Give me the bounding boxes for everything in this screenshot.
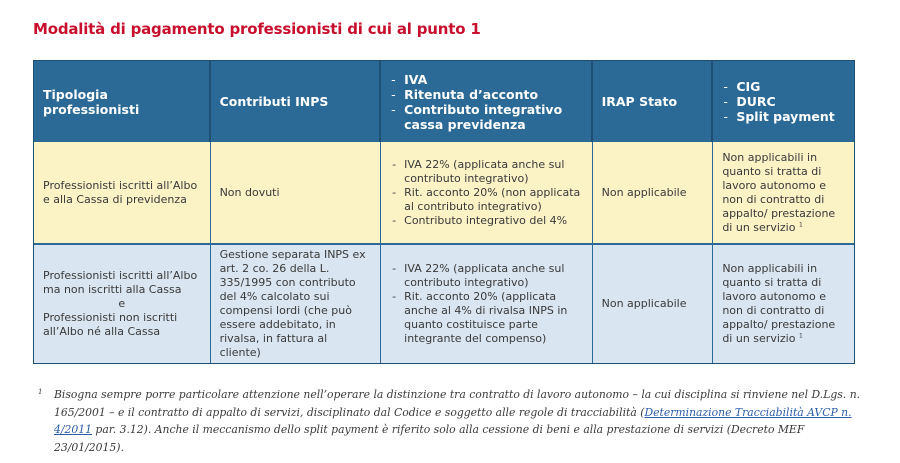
tipologia-a: Professionisti iscritti all’Albo ma non iscritti alla Cassa (43, 269, 198, 296)
cell-irap: Non applicabile (593, 142, 714, 243)
tipologia-conjunction: e (118, 297, 126, 310)
cell-iva (381, 245, 592, 363)
table-row (34, 245, 854, 363)
header-iva-list (390, 72, 581, 132)
header-irap: IRAP Stato (593, 61, 714, 142)
table-header-row (34, 61, 854, 142)
cell-inps: Non dovuti (211, 142, 382, 243)
tipologia-block (43, 269, 201, 339)
iva-list-item: - Contributo integrativo del 4% (390, 214, 582, 228)
cell-iva (381, 142, 592, 243)
header-iva-item: - Ritenuta d’acconto (390, 87, 581, 102)
header-iva-item: - Contributo integrativo cassa previdenza (390, 102, 581, 132)
cell-irap: Non applicabile (593, 245, 714, 363)
header-cig-durc (713, 61, 854, 142)
header-cig-list (722, 79, 834, 124)
footnote-text (33, 386, 863, 456)
footnote (33, 386, 863, 456)
iva-list (390, 158, 582, 228)
table-row (34, 142, 854, 245)
iva-list (390, 262, 582, 346)
tipologia-b: Professionisti non iscritti all’Albo né alla Cassa (43, 311, 178, 338)
cig-text-wrap (722, 262, 845, 346)
header-cig-item: - Split payment (722, 109, 834, 124)
cell-tipologia: Professionisti iscritti all’Albo e alla Cassa di previdenza (34, 142, 211, 243)
page-title: Modalità di pagamento professionisti di cui al punto 1 (33, 20, 481, 38)
cig-text: Non applicabili in quanto si tratta di lavoro autonomo e non di contratto di appalto/ prestazione di un servizio (722, 262, 836, 345)
header-cig-item: - CIG (722, 79, 834, 94)
cell-inps: Gestione separata INPS ex art. 2 co. 26 della L. 335/1995 con contributo del 4% calcolato sui compensi lordi (che può essere addebitato, in rivalsa, in fattura al cliente) (211, 245, 382, 363)
iva-list-item: - Rit. acconto 20% (applicata anche al 4% di rivalsa INPS in quanto costituisce parte integrante del compenso) (390, 290, 582, 346)
footnote-ref: 1 (798, 220, 803, 228)
footnote-text-before: Bisogna sempre porre particolare attenzione nell’operare la distinzione tra contratto di lavoro autonomo – la cui disciplina si rinviene nel D.Lgs. n. 165/2001 – e il contratto di appalto di servizi, disciplinato dal Codice e soggetto alle regole di tracciabilità ( (54, 388, 861, 419)
iva-list-item: - Rit. acconto 20% (non applicata al contributo integrativo) (390, 186, 582, 214)
cig-text-wrap (722, 151, 845, 235)
header-iva-ritenuta (381, 61, 592, 142)
footnote-text-after: par. 3.12). Anche il meccanismo dello split payment è riferito solo alla cessione di beni e alla prestazione di servizi (Decreto MEF 23/01/2015). (54, 423, 805, 454)
cell-cig (713, 245, 854, 363)
header-cig-item: - DURC (722, 94, 834, 109)
header-tipologia: Tipologia professionisti (34, 61, 211, 142)
iva-list-item: - IVA 22% (applicata anche sul contributo integrativo) (390, 158, 582, 186)
cig-text: Non applicabili in quanto si tratta di lavoro autonomo e non di contratto di appalto/ prestazione di un servizio (722, 150, 836, 234)
cell-tipologia (34, 245, 211, 363)
determinazione-link[interactable]: Determinazione Tracciabilità AVCP n. 4/2011 (54, 405, 852, 436)
header-iva-item: - IVA (390, 72, 581, 87)
footnote-number: 1 (38, 388, 43, 396)
cell-cig (713, 142, 854, 243)
footnote-ref: 1 (798, 332, 803, 340)
header-contributi-inps: Contributi INPS (211, 61, 382, 142)
payment-table (33, 60, 855, 364)
iva-list-item: - IVA 22% (applicata anche sul contributo integrativo) (390, 262, 582, 290)
